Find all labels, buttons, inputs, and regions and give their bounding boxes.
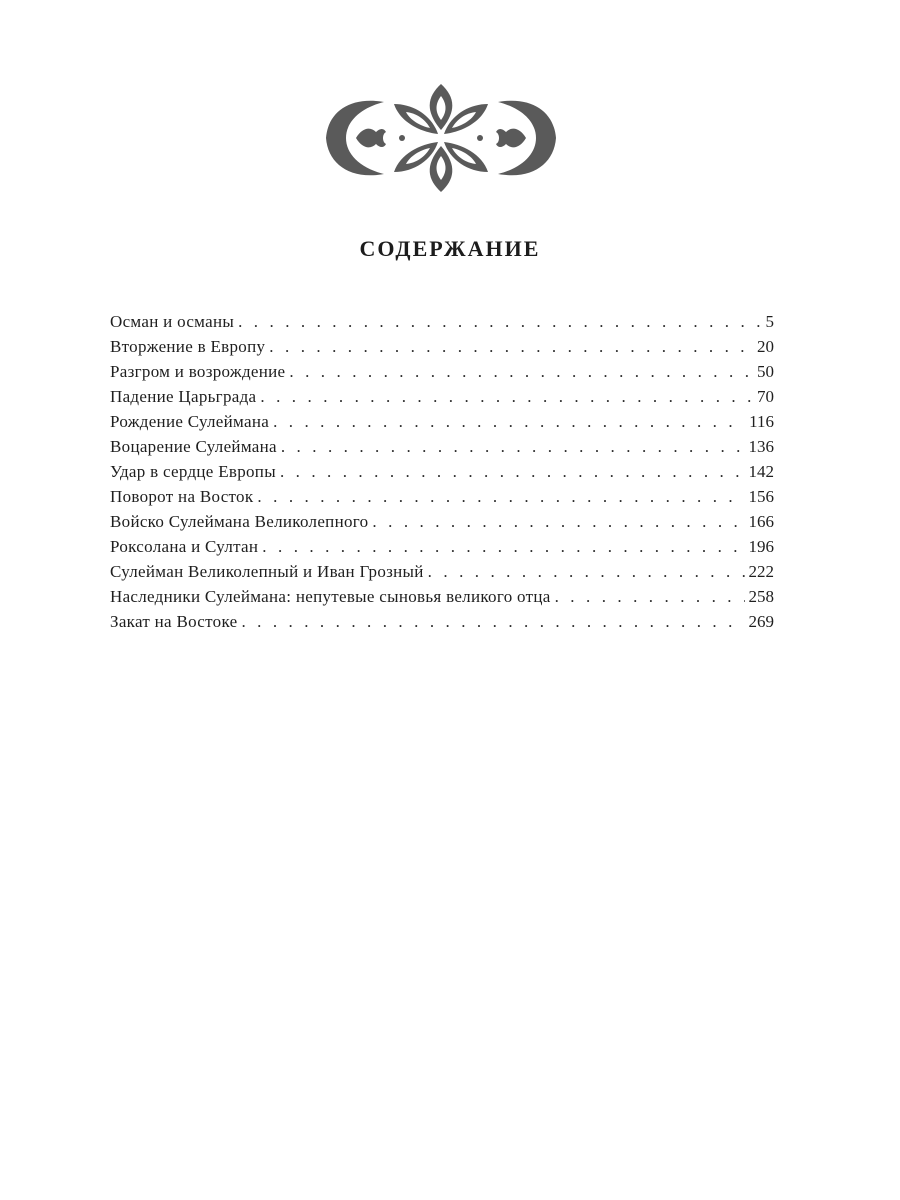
toc-entry-title: Разгром и возрождение bbox=[110, 362, 286, 381]
toc-entry[interactable] bbox=[110, 409, 774, 434]
toc-dot-leader bbox=[289, 359, 753, 384]
toc-entry[interactable] bbox=[110, 434, 774, 459]
table-of-contents bbox=[110, 309, 774, 634]
toc-entry-title: Сулейман Великолепный и Иван Грозный bbox=[110, 562, 424, 581]
toc-dot-leader bbox=[241, 609, 744, 634]
toc-entry-title: Рождение Сулеймана bbox=[110, 412, 270, 431]
contents-heading: СОДЕРЖАНИЕ bbox=[359, 236, 541, 261]
toc-entry[interactable] bbox=[110, 609, 774, 634]
toc-entry-title: Роксолана и Султан bbox=[110, 537, 259, 556]
toc-entry[interactable] bbox=[110, 334, 774, 359]
toc-dot-leader bbox=[372, 509, 744, 534]
toc-entry-page: 222 bbox=[748, 562, 774, 581]
toc-entry-page: 116 bbox=[749, 412, 774, 431]
toc-entry-page: 196 bbox=[748, 537, 774, 556]
toc-entry-title: Поворот на Восток bbox=[110, 487, 254, 506]
decorative-ornament-icon bbox=[322, 82, 560, 194]
toc-entry-title: Закат на Востоке bbox=[110, 612, 238, 631]
toc-entry-title: Удар в сердце Европы bbox=[110, 462, 276, 481]
toc-entry-title: Падение Царьграда bbox=[110, 387, 257, 406]
toc-entry-page: 50 bbox=[757, 362, 774, 381]
toc-entry[interactable] bbox=[110, 584, 774, 609]
toc-entry[interactable] bbox=[110, 534, 774, 559]
toc-entry[interactable] bbox=[110, 359, 774, 384]
toc-entry[interactable] bbox=[110, 509, 774, 534]
toc-entry-page: 20 bbox=[757, 337, 774, 356]
toc-dot-leader bbox=[281, 434, 745, 459]
toc-entry-page: 136 bbox=[748, 437, 774, 456]
toc-dot-leader bbox=[280, 459, 745, 484]
toc-entry-title: Воцарение Сулеймана bbox=[110, 437, 277, 456]
toc-entry[interactable] bbox=[110, 384, 774, 409]
toc-entry[interactable] bbox=[110, 484, 774, 509]
toc-dot-leader bbox=[273, 409, 745, 434]
toc-entry-page: 156 bbox=[748, 487, 774, 506]
toc-dot-leader bbox=[260, 384, 753, 409]
toc-entry[interactable] bbox=[110, 459, 774, 484]
toc-entry-page: 166 bbox=[748, 512, 774, 531]
toc-entry-title: Вторжение в Европу bbox=[110, 337, 266, 356]
toc-dot-leader bbox=[269, 334, 753, 359]
toc-dot-leader bbox=[257, 484, 744, 509]
toc-entry-page: 5 bbox=[765, 312, 774, 331]
toc-dot-leader bbox=[555, 584, 745, 609]
toc-entry-page: 269 bbox=[748, 612, 774, 631]
toc-entry-title: Войско Сулеймана Великолепного bbox=[110, 512, 369, 531]
toc-dot-leader bbox=[238, 309, 761, 334]
toc-entry-page: 142 bbox=[748, 462, 774, 481]
toc-entry-title: Наследники Сулеймана: непутевые сыновья великого отца bbox=[110, 587, 551, 606]
toc-dot-leader bbox=[262, 534, 744, 559]
toc-entry-page: 70 bbox=[757, 387, 774, 406]
toc-entry[interactable] bbox=[110, 559, 774, 584]
toc-entry[interactable] bbox=[110, 309, 774, 334]
toc-entry-title: Осман и османы bbox=[110, 312, 235, 331]
toc-entry-page: 258 bbox=[748, 587, 774, 606]
toc-dot-leader bbox=[428, 559, 745, 584]
